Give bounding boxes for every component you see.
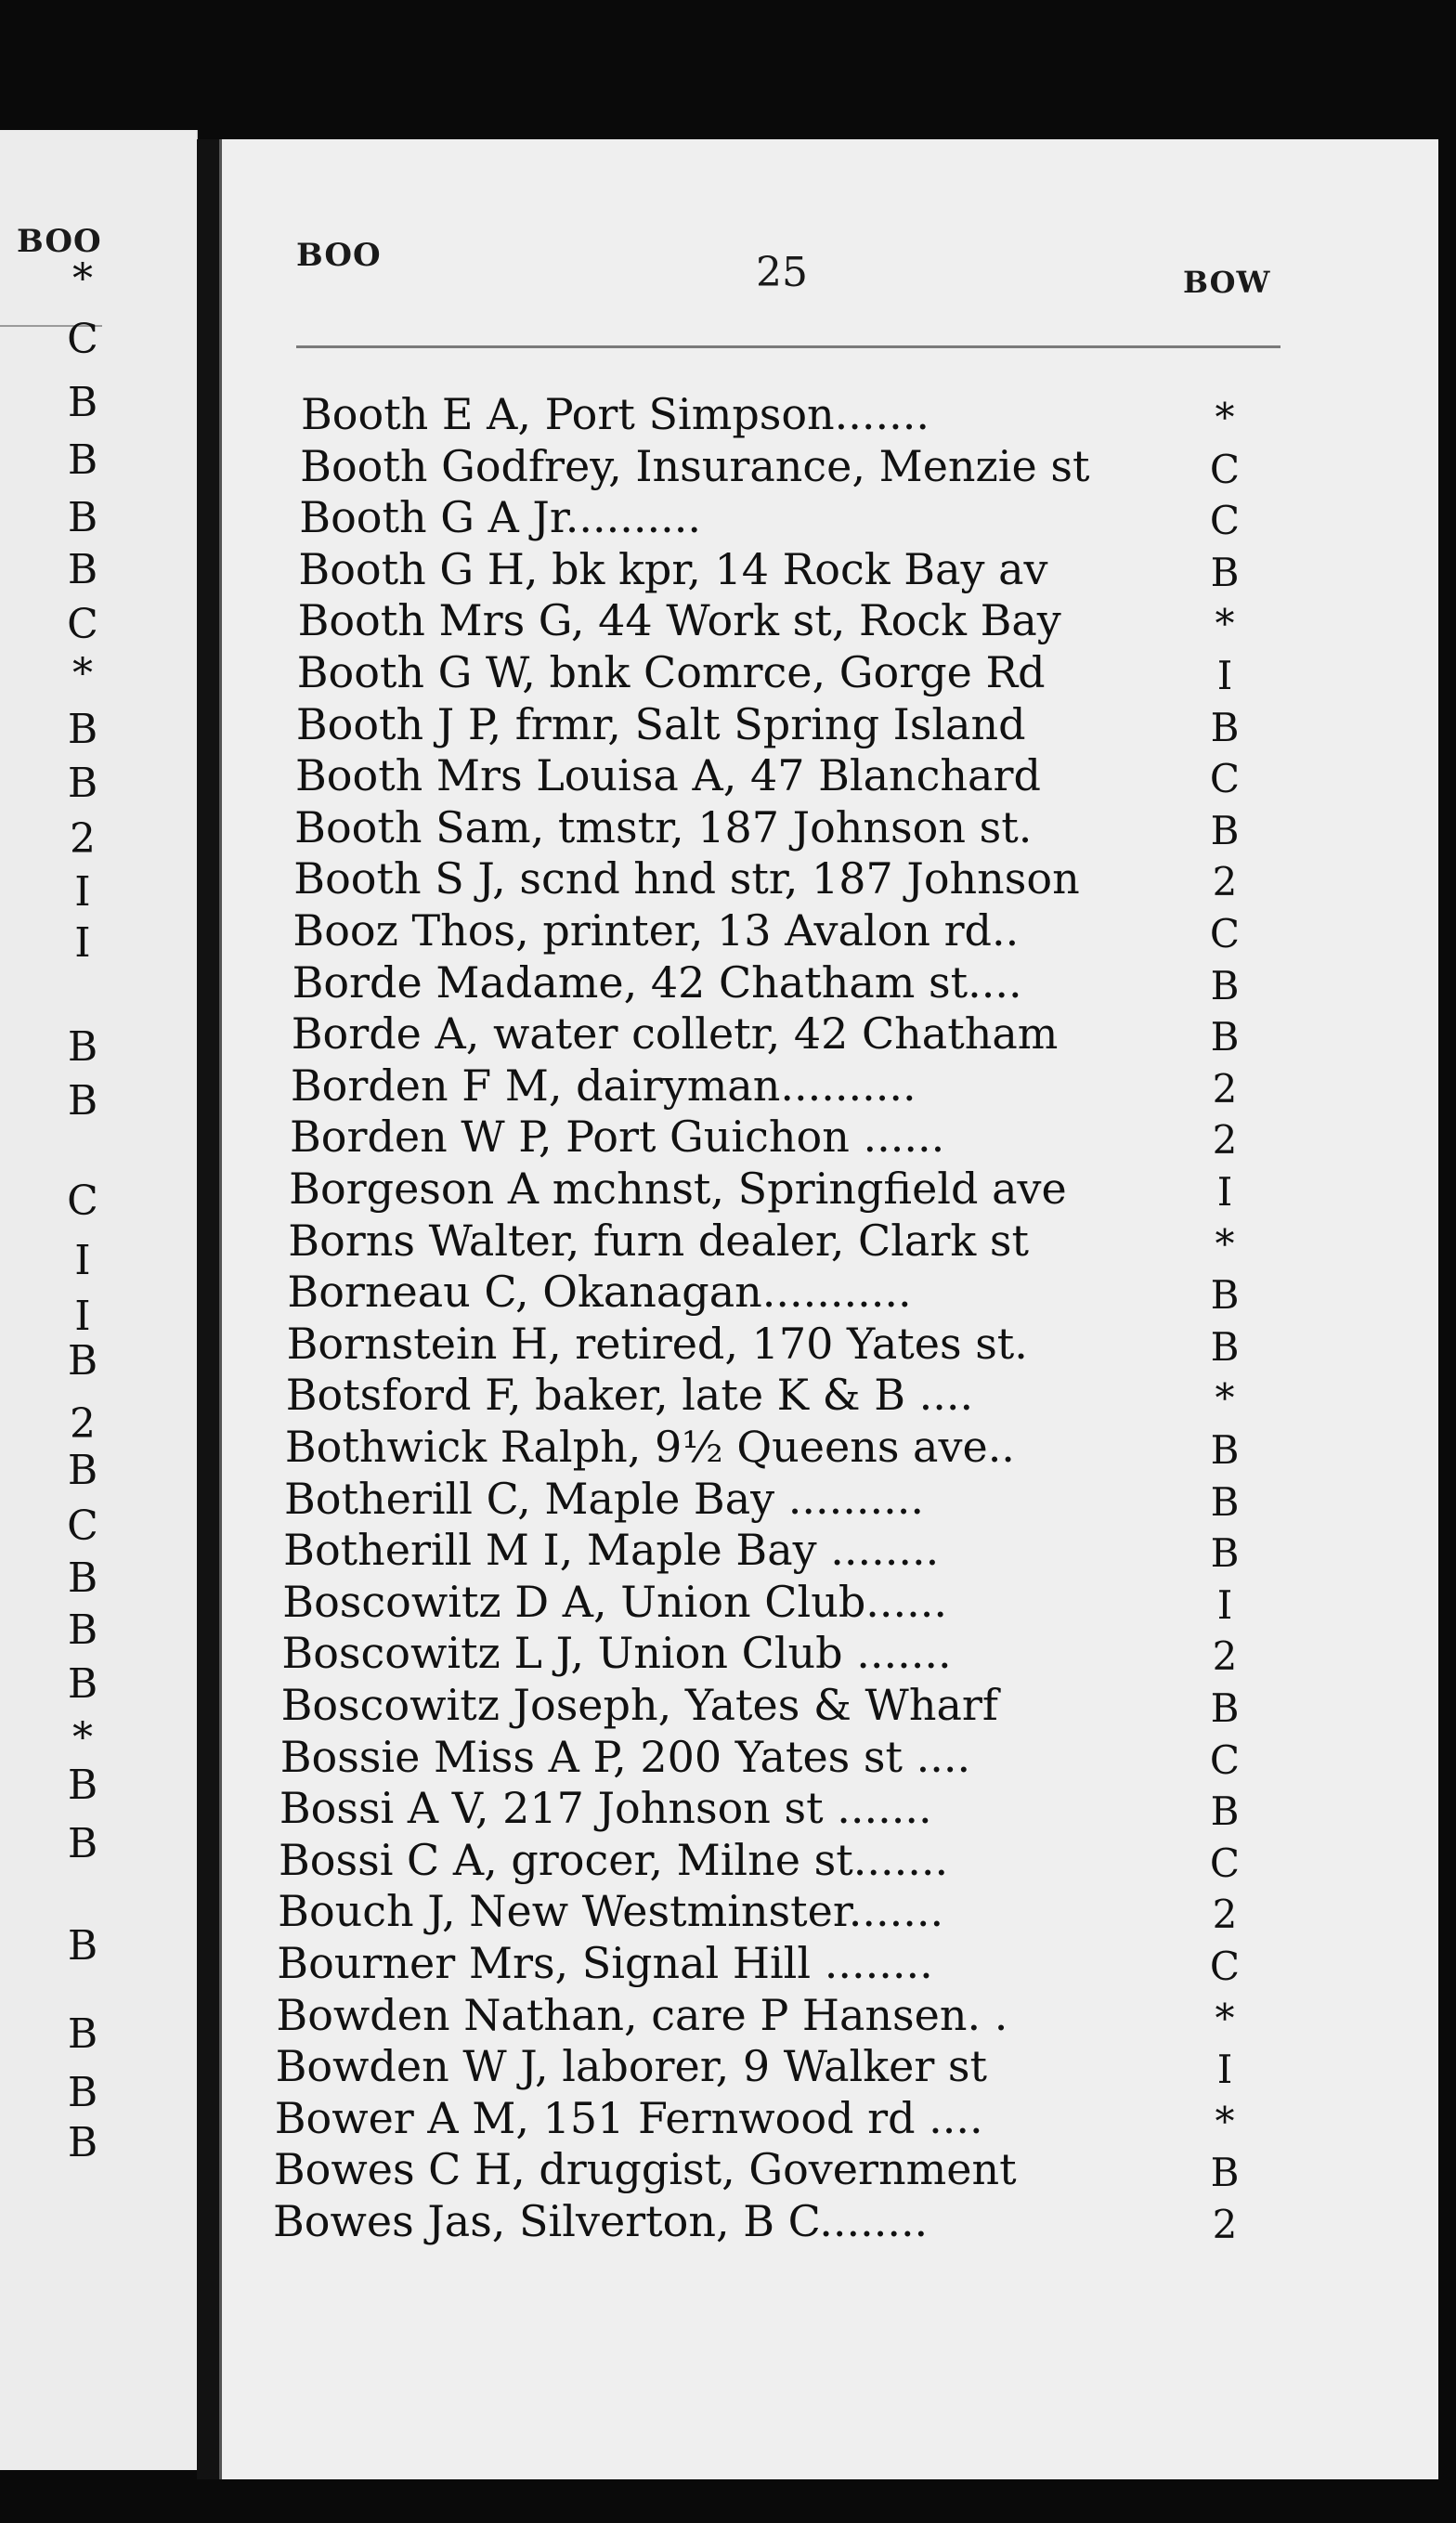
entry-code: B	[1210, 2150, 1240, 2196]
directory-entry: Booth Mrs Louisa A, 47 Blanchard	[295, 750, 1041, 801]
entry-code: I	[1216, 2047, 1233, 2093]
left-page-header: BOO	[17, 223, 102, 260]
entry-code: C	[1209, 756, 1241, 802]
entry-code: *	[1215, 601, 1235, 647]
left-code: B	[67, 1023, 98, 1071]
directory-entry: Bourner Mrs, Signal Hill ........	[277, 1938, 933, 1988]
book-gutter	[197, 139, 221, 2479]
directory-entry: Bothwick Ralph, 9½ Queens ave..	[284, 1422, 1015, 1472]
directory-entry: Booz Thos, printer, 13 Avalon rd..	[292, 905, 1020, 956]
directory-entry: Booth G A Jr..........	[299, 492, 702, 543]
left-code: C	[67, 1177, 98, 1225]
entry-code: 2	[1212, 1633, 1238, 1680]
left-code: 2	[70, 1400, 96, 1448]
entry-code: *	[1215, 395, 1235, 440]
entry-code: B	[1210, 549, 1240, 595]
directory-entry: Bowes C H, druggist, Government	[273, 2144, 1017, 2195]
left-code: B	[67, 1337, 98, 1385]
entry-code: B	[1210, 962, 1240, 1008]
left-code: B	[67, 1447, 98, 1494]
entry-code: B	[1210, 1427, 1240, 1473]
directory-entry: Borgeson A mchnst, Springfield ave	[289, 1164, 1067, 1214]
entry-code: B	[1210, 1323, 1240, 1370]
entry-code: B	[1210, 1788, 1240, 1835]
left-code: C	[67, 316, 98, 363]
left-code: B	[67, 706, 98, 753]
directory-entry: Bossi C A, grocer, Milne st.......	[279, 1834, 949, 1885]
entry-code: 2	[1212, 2202, 1238, 2247]
entry-code: 2	[1212, 1065, 1238, 1112]
directory-entry: Boscowitz D A, Union Club......	[282, 1576, 947, 1627]
entry-code: I	[1216, 1169, 1233, 1215]
entry-code: C	[1209, 1736, 1241, 1783]
directory-entry: Booth J P, frmr, Salt Spring Island	[295, 698, 1026, 749]
left-code: B	[67, 436, 98, 484]
entry-code: 2	[1212, 1892, 1238, 1938]
left-code: B	[67, 1554, 98, 1602]
directory-entry: Booth G H, bk kpr, 14 Rock Bay av	[298, 543, 1048, 594]
entry-code: C	[1209, 1944, 1241, 1989]
directory-entries	[222, 139, 1438, 2479]
directory-entry: Booth Sam, tmstr, 187 Johnson st.	[294, 801, 1033, 852]
left-code: B	[67, 1820, 98, 1867]
entry-code: 2	[1212, 859, 1238, 905]
directory-entry: Booth S J, scnd hnd str, 187 Johnson	[293, 853, 1080, 904]
directory-entry: Borns Walter, furn dealer, Clark st	[288, 1215, 1029, 1266]
directory-entry: Borden F M, dairyman..........	[290, 1060, 916, 1111]
directory-entry: Borde A, water colletr, 42 Chatham	[291, 1008, 1059, 1060]
entry-code: B	[1210, 807, 1240, 853]
left-code: B	[67, 379, 98, 426]
entry-code: B	[1210, 1014, 1240, 1060]
directory-entry: Bornstein H, retired, 170 Yates st.	[286, 1318, 1028, 1369]
entry-code: *	[1215, 1375, 1235, 1422]
directory-entry: Booth Mrs G, 44 Work st, Rock Bay	[297, 595, 1061, 646]
directory-entry: Borden W P, Port Guichon ......	[290, 1112, 945, 1163]
entry-code: B	[1210, 1478, 1240, 1525]
entry-code: C	[1209, 498, 1241, 544]
left-code: *	[72, 1714, 93, 1762]
left-page-fragment	[0, 130, 198, 2470]
entry-code: *	[1215, 1995, 1235, 2041]
directory-entry: Bowden W J, laborer, 9 Walker st	[275, 2041, 988, 2092]
left-code: B	[67, 760, 98, 807]
entry-code: I	[1216, 653, 1233, 698]
entry-code: B	[1210, 704, 1240, 750]
entry-code: *	[1215, 2098, 1235, 2144]
left-code: C	[67, 1502, 98, 1550]
left-code: I	[74, 1237, 91, 1284]
directory-entry: Bower A M, 151 Fernwood rd ....	[274, 2092, 983, 2143]
directory-entry: Boscowitz L J, Union Club .......	[281, 1628, 952, 1679]
left-code: I	[74, 919, 91, 967]
left-code: *	[72, 650, 93, 697]
left-code: B	[67, 1606, 98, 1654]
directory-entry: Bossi A V, 217 Johnson st .......	[279, 1783, 932, 1834]
right-page	[219, 139, 1438, 2479]
left-code: 2	[70, 815, 96, 863]
directory-entry: Botherill M I, Maple Bay ........	[283, 1525, 940, 1576]
directory-entry: Booth Godfrey, Insurance, Menzie st	[300, 440, 1090, 491]
directory-entry: Bowden Nathan, care P Hansen. .	[276, 1989, 1008, 2040]
directory-entry: Bowes Jas, Silverton, B C........	[273, 2196, 929, 2246]
page-number: 25	[756, 249, 808, 296]
entry-code: C	[1209, 1840, 1241, 1886]
directory-entry: Borneau C, Okanagan...........	[287, 1267, 912, 1318]
entry-code: B	[1210, 1685, 1240, 1731]
left-code: B	[67, 2069, 98, 2116]
entry-code: 2	[1212, 1117, 1238, 1164]
left-code: B	[67, 1077, 98, 1125]
left-code-column	[0, 130, 158, 2470]
left-code: B	[67, 494, 98, 541]
directory-entry: Botsford F, baker, late K & B ....	[285, 1370, 974, 1421]
entry-code: I	[1216, 1581, 1233, 1628]
left-code: I	[74, 868, 91, 916]
entry-code: B	[1210, 1272, 1240, 1319]
left-code: I	[74, 1293, 91, 1340]
running-head-right: BOW	[1183, 265, 1271, 300]
left-code: C	[67, 601, 98, 648]
left-code: B	[67, 2010, 98, 2058]
left-code: B	[67, 1660, 98, 1708]
directory-entry: Booth G W, bnk Comrce, Gorge Rd	[296, 647, 1046, 697]
directory-entry: Boscowitz Joseph, Yates & Wharf	[280, 1680, 998, 1730]
left-code: B	[67, 2119, 98, 2166]
entry-code: *	[1215, 1220, 1235, 1267]
directory-entry: Bouch J, New Westminster.......	[278, 1886, 944, 1937]
directory-entry: Bossie Miss A P, 200 Yates st ....	[280, 1731, 971, 1782]
directory-entry: Booth E A, Port Simpson.......	[301, 389, 930, 439]
left-code: B	[67, 1762, 98, 1809]
directory-entry: Borde Madame, 42 Chatham st....	[292, 956, 1022, 1008]
left-code: B	[67, 1922, 98, 1970]
entry-code: C	[1209, 911, 1241, 956]
left-code: *	[72, 255, 93, 303]
running-head-left: BOO	[296, 237, 382, 274]
left-code: B	[67, 546, 98, 593]
entry-code: B	[1210, 1530, 1240, 1577]
directory-entry: Botherill C, Maple Bay ..........	[284, 1473, 924, 1524]
entry-code: C	[1209, 446, 1241, 492]
